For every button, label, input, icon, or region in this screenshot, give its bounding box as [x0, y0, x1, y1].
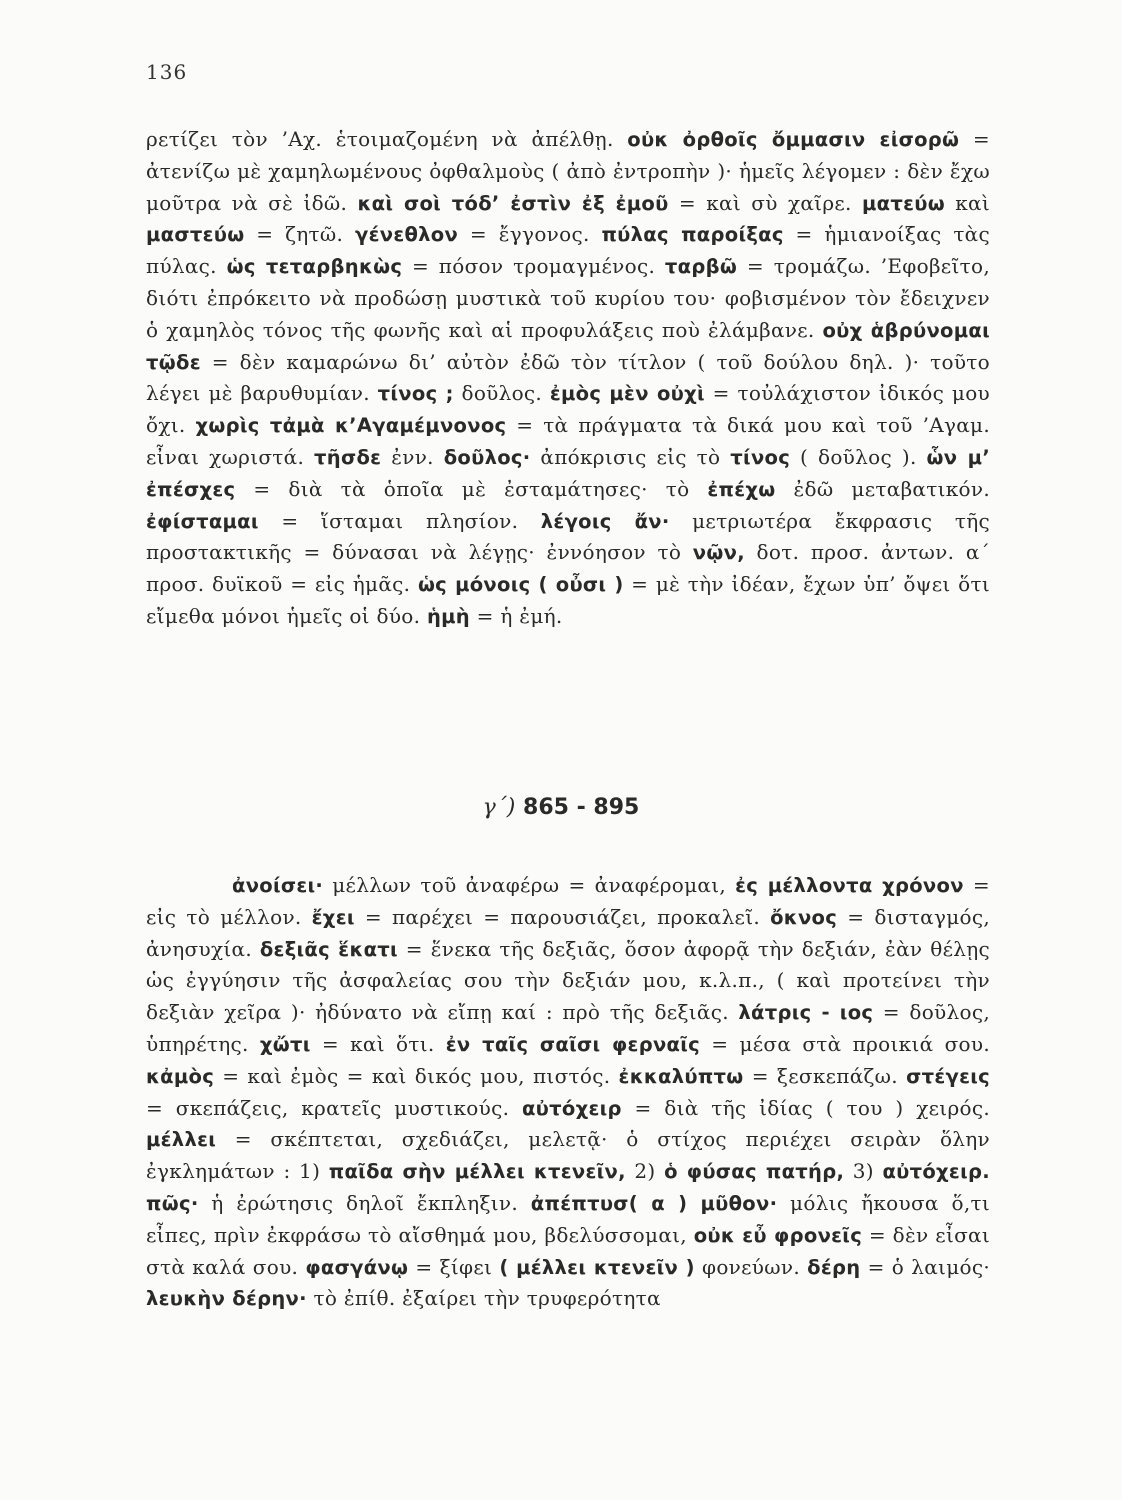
lemma: ἡμὴ [426, 604, 470, 628]
lemma: λευκὴν δέρην· [146, 1287, 307, 1311]
gloss-text: ἐνν. [381, 444, 444, 469]
lemma: αὐτόχειρ. πῶς· [146, 1160, 990, 1215]
gloss-text: = καὶ ἐμὸς = καὶ δικός μου, πιστός. [214, 1063, 619, 1088]
lemma: οὐκ εὖ φρονεῖς [693, 1223, 863, 1247]
gloss-text: = σκέπτεται, σχεδιάζει, μελετᾷ· ὁ στίχος περιέχει σειρὰν ὅλην ἐγκλημάτων : 1) [146, 1127, 990, 1184]
gloss-text: = δοῦλος, ὑπηρέτης. [146, 1000, 990, 1056]
gloss-text: = ἡ ἐμή. [469, 603, 563, 628]
lemma: ἐς μέλλοντα χρόνον [735, 874, 964, 897]
gloss-text: = ἀτενίζω μὲ χαμηλωμένους ὀφθαλμοὺς ( ἀπὸ ἐντροπὴν )· ἡμεῖς λέγομεν : δὲν ἔχω μοῦτρα νὰ σὲ ἰδῶ. [146, 127, 990, 215]
section-heading [0, 795, 1122, 820]
gloss-text: μόλις ἤκουσα ὅ,τι εἶπες, πρὶν ἐκφράσω τὸ αἴσθημά μου, βδελύσσομαι, [146, 1190, 990, 1247]
lemma: λάτρις - ιος [738, 1001, 874, 1025]
gloss-text: = ζητῶ. [244, 222, 355, 247]
lemma: μέλλει [146, 1128, 217, 1152]
lemma: χωρὶς τἀμὰ κ’Αγαμέμνονος [195, 414, 507, 438]
lemma: παῖδα σὴν μέλλει κτενεῖν, [328, 1160, 626, 1184]
gloss-text: 2) [625, 1159, 665, 1184]
gloss-text: ἀπόκρισις εἰς τὸ [530, 444, 731, 469]
gloss-text: = ἕνεκα τῆς δεξιᾶς, ὅσον ἀφορᾷ τὴν δεξιάν, ἐὰν θέλῃς ὡς ἐγγύησιν τῆς ἀσφαλείας σου τὴν δεξιάν μου, κ.λ.π., ( καὶ προτείνει τὴν δεξιὰν χεῖρα )· ἠδύνατο νὰ εἴπῃ καί : πρὸ τῆς δεξιᾶς. [146, 936, 990, 1025]
gloss-text: = τὰ πράγματα τὰ δικά μου καὶ τοῦ ’Αγαμ. εἶναι χωριστά. [146, 413, 990, 469]
lemma: φασγάνῳ [305, 1255, 409, 1279]
lemma: γένεθλον [355, 223, 459, 247]
gloss-text: = πόσον τρομαγμένος. [402, 254, 665, 279]
gloss-text: = διὰ τὰ ὁποῖα μὲ ἐσταμάτησες· τὸ [235, 476, 708, 501]
gloss-text: = μὲ τὴν ἰδέαν, ἔχων ὑπ’ ὄψει ὅτι εἴμεθα μόνοι ἡμεῖς οἱ δύο. [146, 572, 990, 628]
gloss-text: ἡ ἐρώτησις δηλοῖ ἔκπληξιν. [198, 1190, 531, 1215]
section-range: 865 - 895 [523, 795, 640, 820]
page-number: 136 [146, 60, 188, 84]
gloss-text: = ἡμιανοίξας τὰς πύλας. [146, 222, 990, 279]
gloss-text: ( δοῦλος ). [790, 444, 927, 469]
lemma: ταρβῶ [664, 255, 738, 279]
section-letter: γ΄) [482, 795, 516, 820]
lemma: ὄκνος [770, 905, 838, 929]
lemma: νῷν, [692, 541, 745, 565]
lemma: ἐπέχω [707, 477, 776, 501]
gloss-text: = τοὐλάχιστον ἰδικός μου ὄχι. [146, 381, 990, 438]
commentary-paragraph-1 [146, 124, 990, 633]
lemma: ἀπέπτυσ( α ) μῦθον· [530, 1191, 778, 1215]
gloss-text: = ἵσταμαι πλησίον. [258, 508, 541, 533]
lemma: χὤτι [259, 1032, 311, 1056]
lemma: πύλας παροίξας [601, 223, 784, 247]
lemma: ἐκκαλύπτω [618, 1064, 744, 1088]
commentary-paragraph-2 [146, 870, 990, 1315]
gloss-text: τὸ ἐπίθ. ἐξαίρει τὴν τρυφερότητα [306, 1286, 661, 1311]
gloss-text: = καὶ σὺ χαῖρε. [668, 190, 862, 215]
lemma: ( μέλλει κτενεῖν ) [499, 1255, 695, 1279]
lemma: αὐτόχειρ [521, 1096, 622, 1120]
lemma: ὡς μόνοις ( οὖσι ) [417, 573, 624, 597]
gloss-text: = παρέχει = παρουσιάζει, προκαλεῖ. [354, 904, 771, 929]
gloss-text: ρετίζει τὸν ’Αχ. ἑτοιμαζομένη νὰ ἀπέλθῃ. [146, 127, 628, 151]
lemma: οὐχ ἁβρύνομαι τῷδε [146, 318, 990, 374]
lemma: δοῦλος· [443, 445, 531, 469]
gloss-text: = διὰ τῆς ἰδίας ( του ) χειρός. [621, 1095, 990, 1120]
lemma: κἀμὸς [146, 1064, 215, 1088]
gloss-text: = μέσα στὰ προικιά σου. [700, 1031, 990, 1056]
lemma: ὧν μ’ ἐπέσχες [146, 445, 991, 501]
gloss-text: = δὲν καμαρώνω δι’ αὐτὸν ἐδῶ τὸν τίτλον ( τοῦ δούλου δηλ. )· τοῦτο λέγει μὲ βαρυθυμίαν. [146, 349, 990, 406]
gloss-text: ἐδῶ μεταβατικόν. [775, 476, 990, 501]
lemma: ὁ φύσας πατήρ, [664, 1160, 845, 1184]
lemma: ἐφίσταμαι [146, 509, 259, 533]
gloss-text: δοῦλος. [453, 381, 550, 406]
gloss-text: 3) [844, 1159, 883, 1184]
gloss-text: μέλλων τοῦ ἀναφέρω = ἀναφέρομαι, [323, 873, 736, 897]
gloss-text: = δισταγμός, ἀνησυχία. [146, 904, 991, 961]
lemma: ἐν ταῖς σαῖσι φερναῖς [445, 1032, 701, 1056]
lemma: ἀνοίσει· [232, 874, 324, 897]
gloss-text: = σκεπάζεις, κρατεῖς μυστικούς. [146, 1095, 522, 1120]
lemma: δέρη [807, 1255, 861, 1279]
gloss-text: = καὶ ὅτι. [310, 1031, 446, 1056]
gloss-text: = εἰς τὸ μέλλον. [146, 873, 990, 929]
lemma: μαστεύω [146, 223, 245, 247]
lemma: ματεύω [862, 191, 945, 215]
gloss-text: = ὁ λαιμός· [860, 1254, 990, 1279]
gloss-text: = τρομάζω. ’Εφοβεῖτο, διότι ἐπρόκειτο νὰ προδώσῃ μυστικὰ τοῦ κυρίου του· φοβισμένον τὸν ἔδειχνεν ὁ χαμηλὸς τόνος τῆς φωνῆς καὶ αἱ προφυλάξεις ποὺ ἐλάμβανε. [146, 254, 990, 342]
gloss-text: καὶ [944, 190, 991, 215]
lemma: ἔχει [311, 905, 355, 929]
lemma: τίνος ; [377, 382, 454, 406]
lemma: οὐκ ὀρθοῖς ὄμμασιν εἰσορῶ [627, 128, 960, 151]
gloss-text: = δὲν εἶσαι στὰ καλά σου. [146, 1222, 990, 1279]
lemma: ἐμὸς μὲν οὐχὶ [549, 382, 705, 406]
lemma: καὶ σοὶ τόδ’ ἐστὶν ἐξ ἐμοῦ [357, 191, 669, 215]
gloss-text: = ἔγγονος. [458, 222, 602, 247]
lemma: λέγοις ἄν· [540, 509, 670, 533]
lemma: στέγεις [906, 1064, 990, 1088]
lemma: τίνος [730, 445, 791, 469]
lemma: τῆσδε [314, 445, 382, 469]
lemma: ὡς τεταρβηκὼς [226, 255, 403, 279]
gloss-text: = ξίφει [408, 1254, 500, 1279]
gloss-text: φονεύων. [694, 1254, 808, 1279]
lemma: δεξιᾶς ἕκατι [259, 937, 398, 961]
gloss-text: δοτ. προσ. ἀντων. α΄ προσ. δυϊκοῦ = εἰς ἡμᾶς. [146, 540, 990, 597]
gloss-text: μετριωτέρα ἔκφρασις τῆς προστακτικῆς = δύνασαι νὰ λέγῃς· ἐννόησον τὸ [146, 508, 990, 565]
gloss-text: = ξεσκεπάζω. [743, 1063, 907, 1088]
